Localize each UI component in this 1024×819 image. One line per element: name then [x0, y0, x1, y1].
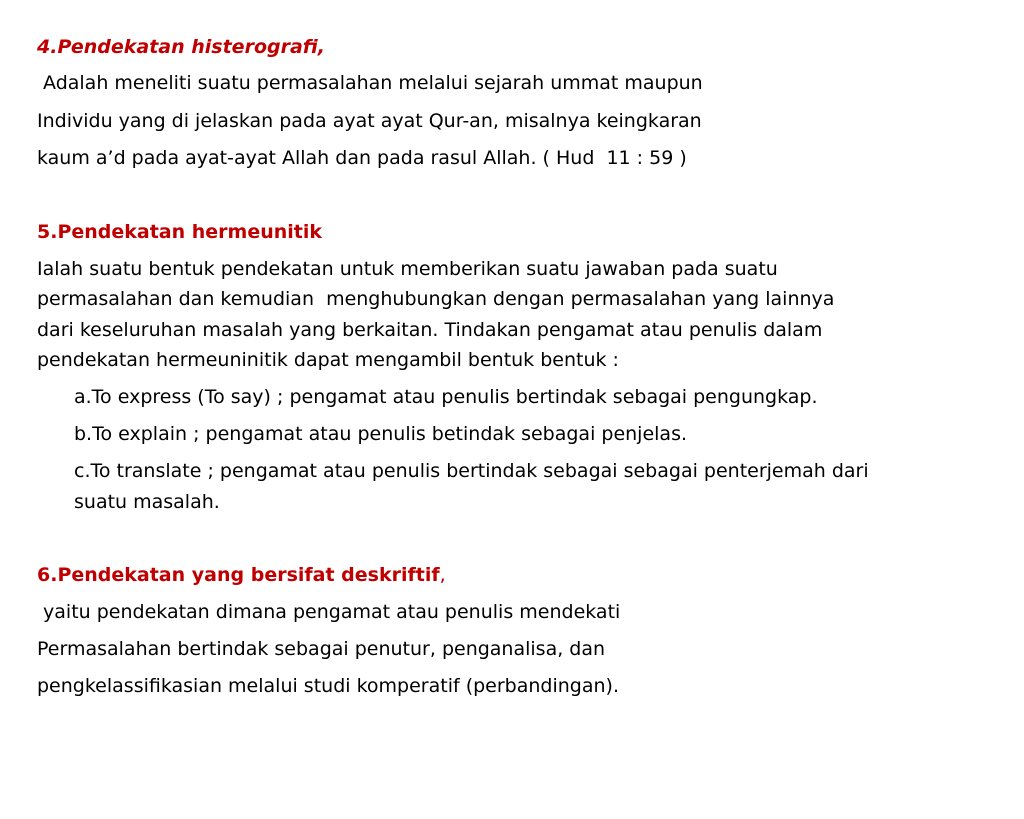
section-5-item-b: b.To explain ; pengamat atau penulis betindak sebagai penjelas.: [74, 423, 688, 445]
section-5-line-1: Ialah suatu bentuk pendekatan untuk memberikan suatu jawaban pada suatu: [37, 258, 778, 280]
section-6-line-3: pengkelassifikasian melalui studi komperatif (perbandingan).: [37, 675, 619, 697]
section-6-line-1: yaitu pendekatan dimana pengamat atau penulis mendekati: [37, 601, 621, 623]
section-5-item-a: a.To express (To say) ; pengamat atau penulis bertindak sebagai pengungkap.: [74, 386, 818, 408]
section-6-heading-comma: ,: [439, 564, 446, 586]
section-4-line-1: Adalah meneliti suatu permasalahan melalui sejarah ummat maupun: [37, 72, 703, 94]
section-6-heading-row: [37, 563, 446, 587]
section-4-line-3: kaum a’d pada ayat-ayat Allah dan pada rasul Allah. ( Hud 11 : 59 ): [37, 147, 687, 169]
section-4-heading: 4.Pendekatan histerografi,: [37, 36, 325, 58]
section-4-line-2: Individu yang di jelaskan pada ayat ayat Qur-an, misalnya keingkaran: [37, 110, 702, 132]
section-6-line-2: Permasalahan bertindak sebagai penutur, penganalisa, dan: [37, 638, 606, 660]
section-5-item-c: c.To translate ; pengamat atau penulis bertindak sebagai sebagai penterjemah dari: [74, 460, 869, 482]
slide-content: [37, 0, 997, 819]
section-5-heading: 5.Pendekatan hermeunitik: [37, 221, 323, 243]
section-6-heading: 6.Pendekatan yang bersifat deskriftif: [37, 564, 440, 586]
section-5-line-2: permasalahan dan kemudian menghubungkan dengan permasalahan yang lainnya: [37, 288, 835, 310]
section-5-line-4: pendekatan hermeuninitik dapat mengambil bentuk bentuk :: [37, 349, 619, 371]
section-5-item-c-continued: suatu masalah.: [74, 491, 220, 513]
section-5-line-3: dari keseluruhan masalah yang berkaitan. Tindakan pengamat atau penulis dalam: [37, 319, 823, 341]
